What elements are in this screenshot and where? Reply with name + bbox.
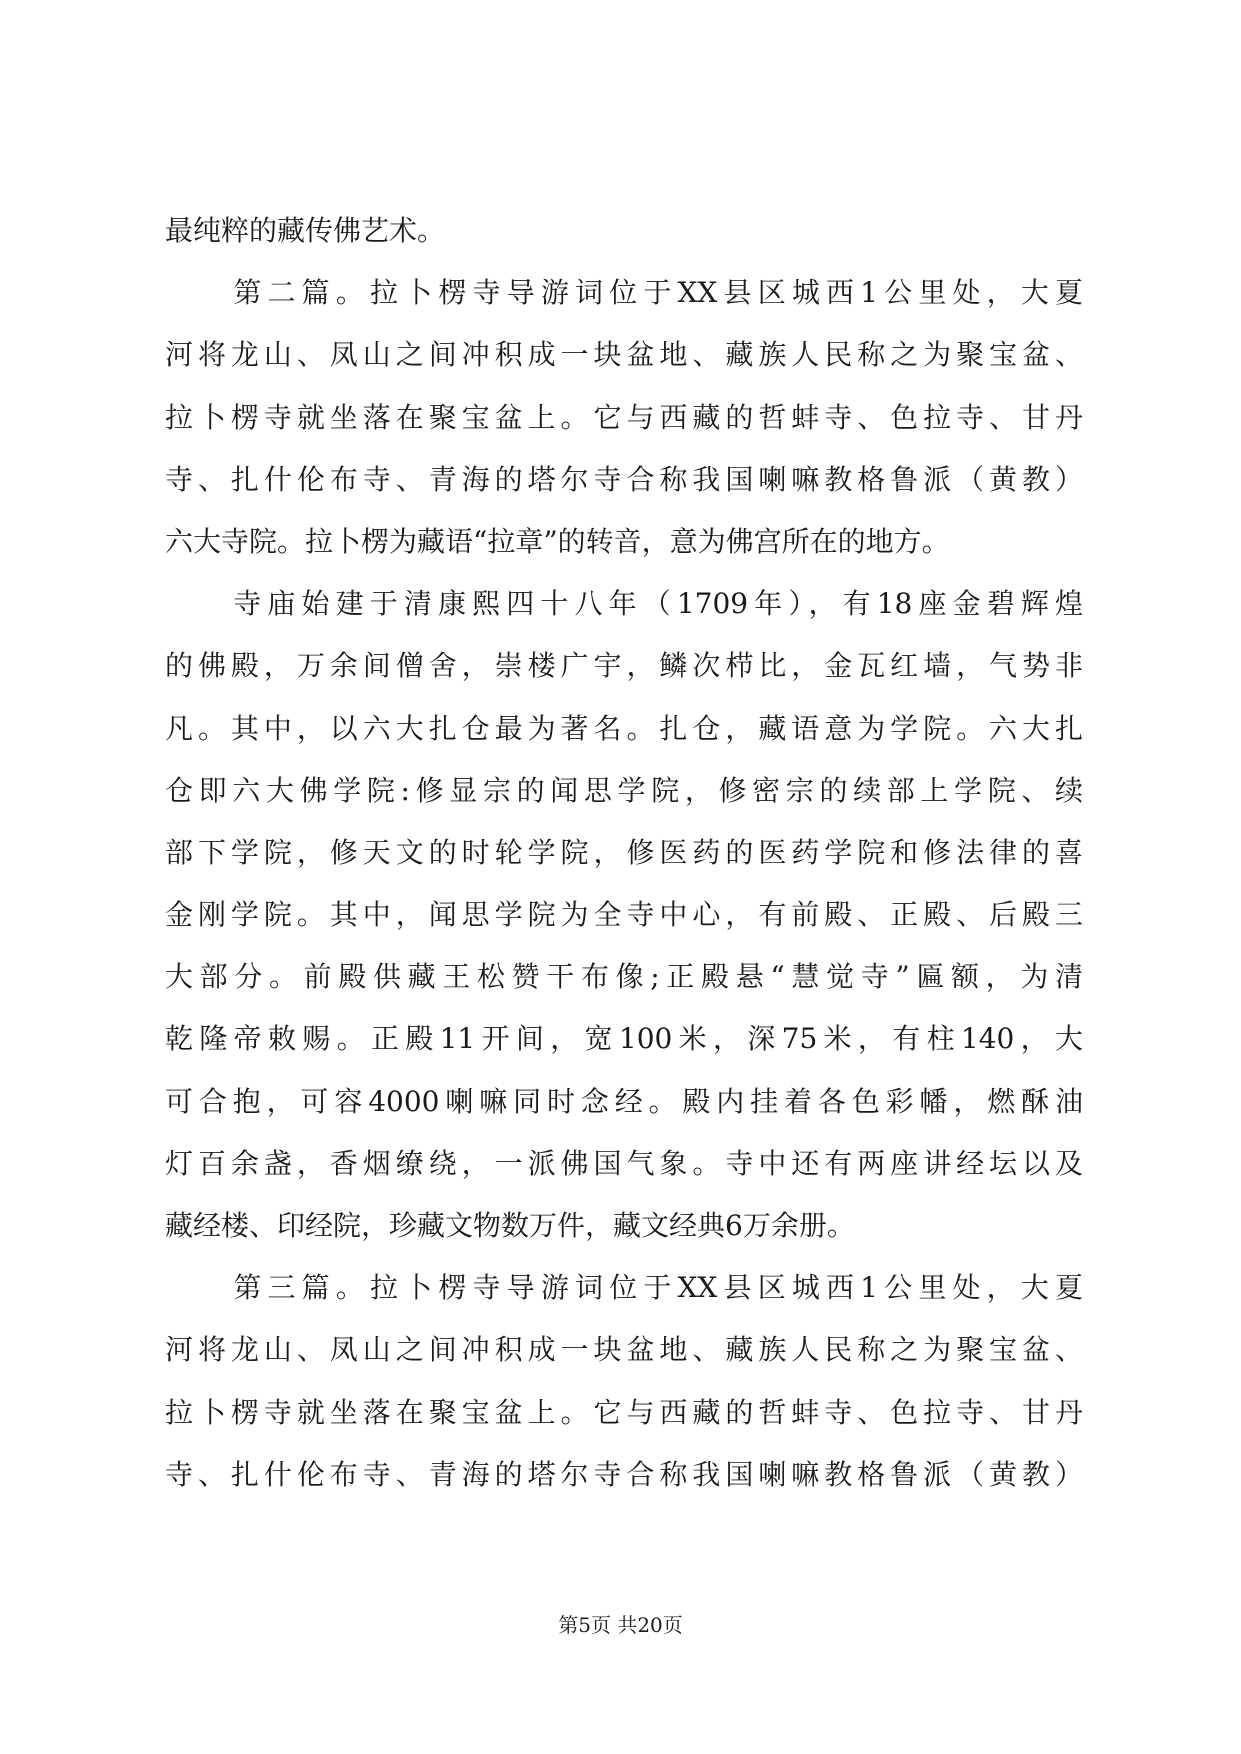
text-line: 的佛殿，万余间僧舍，崇楼广宇，鳞次栉比，金瓦红墙，气势非 xyxy=(165,649,1083,683)
text-line: 拉卜楞寺就坐落在聚宝盆上。它与西藏的哲蚌寺、色拉寺、甘丹 xyxy=(165,400,1083,434)
text-line: 仓即六大佛学院:修显宗的闻思学院，修密宗的续部上学院、续 xyxy=(165,773,1083,807)
text-line: 拉卜楞寺就坐落在聚宝盆上。它与西藏的哲蚌寺、色拉寺、甘丹 xyxy=(165,1395,1083,1429)
text-line: 寺、扎什伦布寺、青海的塔尔寺合称我国喇嘛教格鲁派（黄教） xyxy=(165,462,1083,496)
text-line: 大部分。前殿供藏王松赞干布像;正殿悬“慧觉寺”匾额，为清 xyxy=(165,960,1083,994)
text-line: 最纯粹的藏传佛艺术。 xyxy=(165,214,446,247)
text-line: 六大寺院。拉卜楞为藏语“拉章”的转音，意为佛宫所在的地方。 xyxy=(165,524,950,558)
text-line: 凡。其中，以六大扎仓最为著名。扎仓，藏语意为学院。六大扎 xyxy=(165,711,1083,745)
body-text xyxy=(165,200,1083,1506)
text-line: 金刚学院。其中，闻思学院为全寺中心，有前殿、正殿、后殿三 xyxy=(165,898,1083,932)
text-line: 第二篇。拉卜楞寺导游词位于XX县区城西1公里处，大夏 xyxy=(165,276,1083,310)
page-footer: 第5页 共20页 xyxy=(558,1613,683,1637)
text-line: 部下学院，修天文的时轮学院，修医药的医药学院和修法律的喜 xyxy=(165,835,1083,869)
text-line: 乾隆帝敕赐。正殿11开间，宽100米，深75米，有柱140，大 xyxy=(165,1022,1083,1056)
text-line: 寺庙始建于清康熙四十八年（1709年），有18座金碧辉煌 xyxy=(165,587,1083,621)
text-line: 第三篇。拉卜楞寺导游词位于XX县区城西1公里处，大夏 xyxy=(165,1271,1083,1305)
text-line: 河将龙山、凤山之间冲积成一块盆地、藏族人民称之为聚宝盆、 xyxy=(165,338,1083,372)
text-line: 寺、扎什伦布寺、青海的塔尔寺合称我国喇嘛教格鲁派（黄教） xyxy=(165,1457,1083,1491)
text-line: 灯百余盏，香烟缭绕，一派佛国气象。寺中还有两座讲经坛以及 xyxy=(165,1146,1083,1180)
text-line: 可合抱，可容4000喇嘛同时念经。殿内挂着各色彩幡，燃酥油 xyxy=(165,1084,1083,1118)
text-line: 藏经楼、印经院，珍藏文物数万件，藏文经典6万余册。 xyxy=(165,1209,855,1242)
text-line: 河将龙山、凤山之间冲积成一块盆地、藏族人民称之为聚宝盆、 xyxy=(165,1333,1083,1367)
